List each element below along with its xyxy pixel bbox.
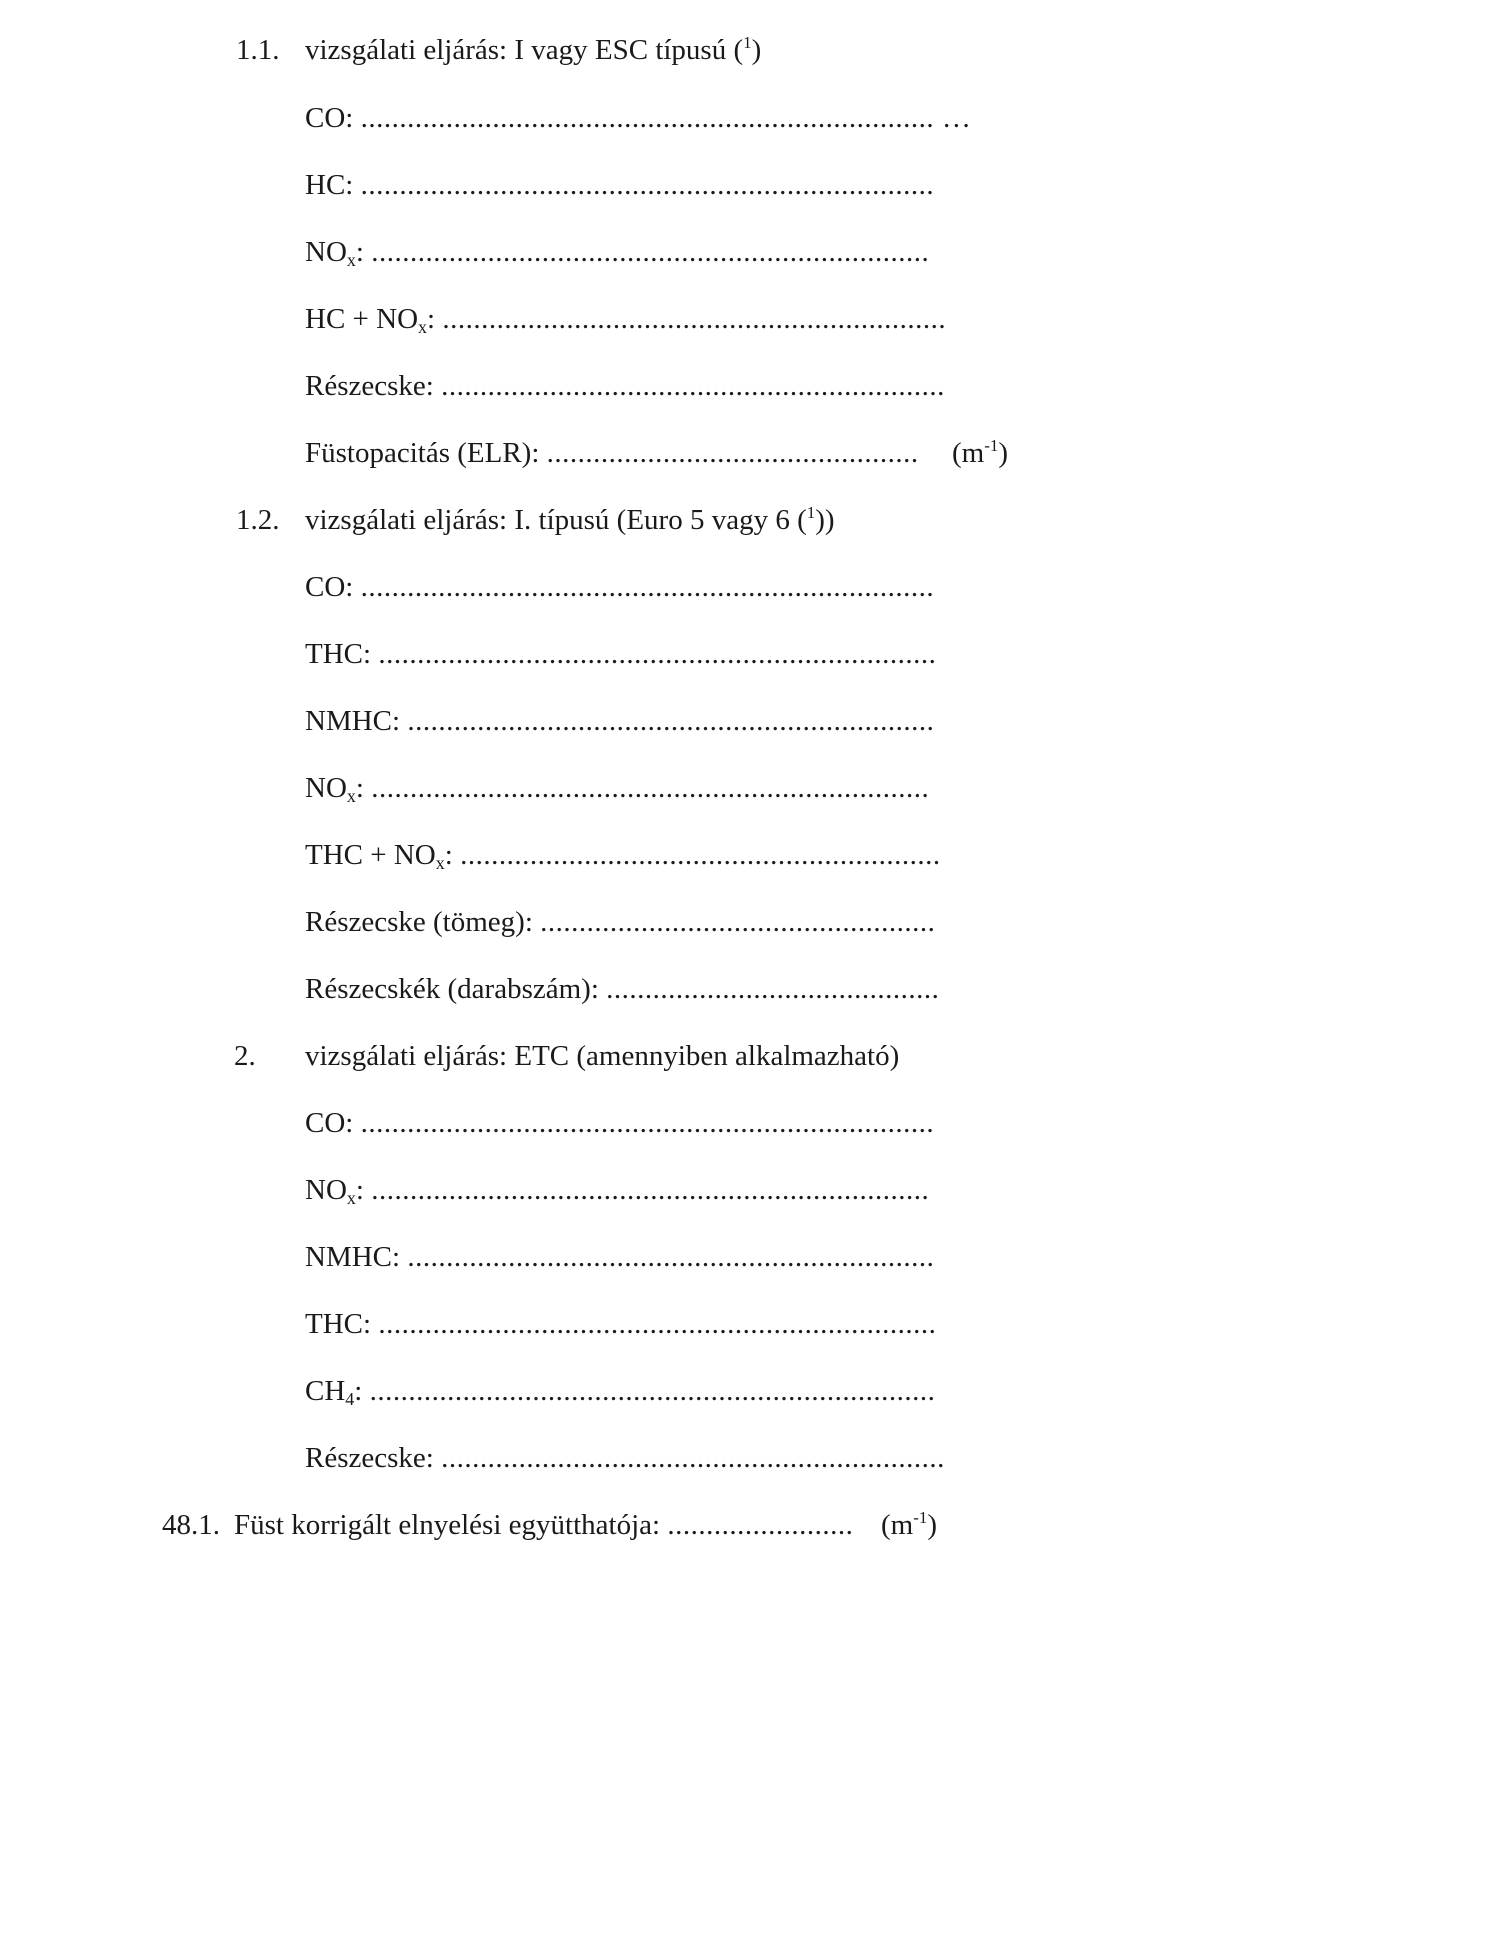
fill-dots: ................................................... xyxy=(540,906,936,938)
section-number-48-1: 48.1. xyxy=(162,1509,220,1541)
unit-smoke-opacity: $(m^{-1})$ xyxy=(952,436,1009,469)
fill-dots: ................................................................. xyxy=(442,303,947,335)
fill-dots: .......................................................................... xyxy=(360,571,935,603)
fill-dots: ................................................................. xyxy=(441,370,945,402)
section-number-1-1: 1.1. xyxy=(236,34,280,66)
fill-dots: .......................................................................... … xyxy=(360,102,972,134)
field-label: THC: xyxy=(305,1308,379,1340)
field-label: Részecske: xyxy=(305,370,442,402)
field-thc-2 xyxy=(305,1306,936,1342)
field-particulate-mass-1-2 xyxy=(305,904,935,940)
field-nox-2: $NO_x$: ........................................................................ xyxy=(305,1174,930,1208)
field-label: CO: xyxy=(305,571,361,603)
field-thc-1-2 xyxy=(305,636,936,672)
fill-dots: ........................................................................ xyxy=(378,1308,937,1340)
section-heading-2: vizsgálati eljárás: ETC (amennyiben alkalmazható) xyxy=(305,1040,900,1072)
field-label: Füstopacitás (ELR): xyxy=(305,437,547,469)
fill-dots: ................................................ xyxy=(546,437,919,469)
field-label: NMHC: xyxy=(305,1241,408,1273)
field-nmhc-1-2 xyxy=(305,703,934,739)
field-label: Füst korrigált elnyelési együtthatója: xyxy=(234,1509,668,1541)
field-particle-number-1-2 xyxy=(305,971,939,1007)
field-label: CO: xyxy=(305,102,361,134)
section-heading-1-1: vizsgálati eljárás: I vagy ESC típusú ($^1$) xyxy=(305,33,762,66)
field-nox-1-2: $NO_x$: ........................................................................ xyxy=(305,772,930,806)
field-nox-1-1: $NO_x$: ........................................................................ xyxy=(305,236,930,270)
field-co-1-1 xyxy=(305,100,971,136)
field-label: THC: xyxy=(305,638,379,670)
section-heading-1-2: vizsgálati eljárás: I. típusú (Euro 5 vagy 6 ($^1$)) xyxy=(305,503,835,536)
field-hc-nox-1-1: HC + $NO_x$: ................................................................. xyxy=(305,303,947,337)
field-label: HC: xyxy=(305,169,361,201)
field-nmhc-2 xyxy=(305,1239,934,1275)
fill-dots: .......................................................................... xyxy=(360,1107,935,1139)
fill-dots: ........................................... xyxy=(606,973,940,1005)
fill-dots: .......................................................................... xyxy=(360,169,935,201)
field-particulate-1-1 xyxy=(305,368,945,404)
fill-dots: .................................................................... xyxy=(407,1241,935,1273)
field-label: NMHC: xyxy=(305,705,408,737)
field-label: Részecskék (darabszám): xyxy=(305,973,607,1005)
fill-dots: ........................................................................ xyxy=(371,772,930,804)
field-co-2 xyxy=(305,1105,934,1141)
section-number-2: 2. xyxy=(234,1040,256,1072)
field-label: CO: xyxy=(305,1107,361,1139)
fill-dots: ........................................................................ xyxy=(371,1174,930,1206)
fill-dots: ........................ xyxy=(667,1509,854,1541)
fill-dots: ........................................................................ xyxy=(371,236,930,268)
field-hc-1-1 xyxy=(305,167,934,203)
section-number-1-2: 1.2. xyxy=(236,504,280,536)
field-smoke-absorption-48-1 xyxy=(234,1507,853,1543)
fill-dots: .............................................................. xyxy=(460,839,941,871)
field-co-1-2 xyxy=(305,569,934,605)
fill-dots: .................................................................... xyxy=(407,705,935,737)
fill-dots: ................................................................. xyxy=(441,1442,945,1474)
fill-dots: ........................................................................ xyxy=(378,638,937,670)
field-label: Részecske (tömeg): xyxy=(305,906,541,938)
fill-dots: ......................................................................... xyxy=(369,1375,936,1407)
field-particulate-2 xyxy=(305,1440,945,1476)
field-thc-nox-1-2: THC + $NO_x$: .............................................................. xyxy=(305,839,941,873)
field-ch4-2: $CH_4$: ......................................................................... xyxy=(305,1375,936,1409)
field-smoke-opacity-1-1 xyxy=(305,435,919,471)
field-label: Részecske: xyxy=(305,1442,442,1474)
unit-smoke-absorption: $(m^{-1})$ xyxy=(881,1508,938,1541)
